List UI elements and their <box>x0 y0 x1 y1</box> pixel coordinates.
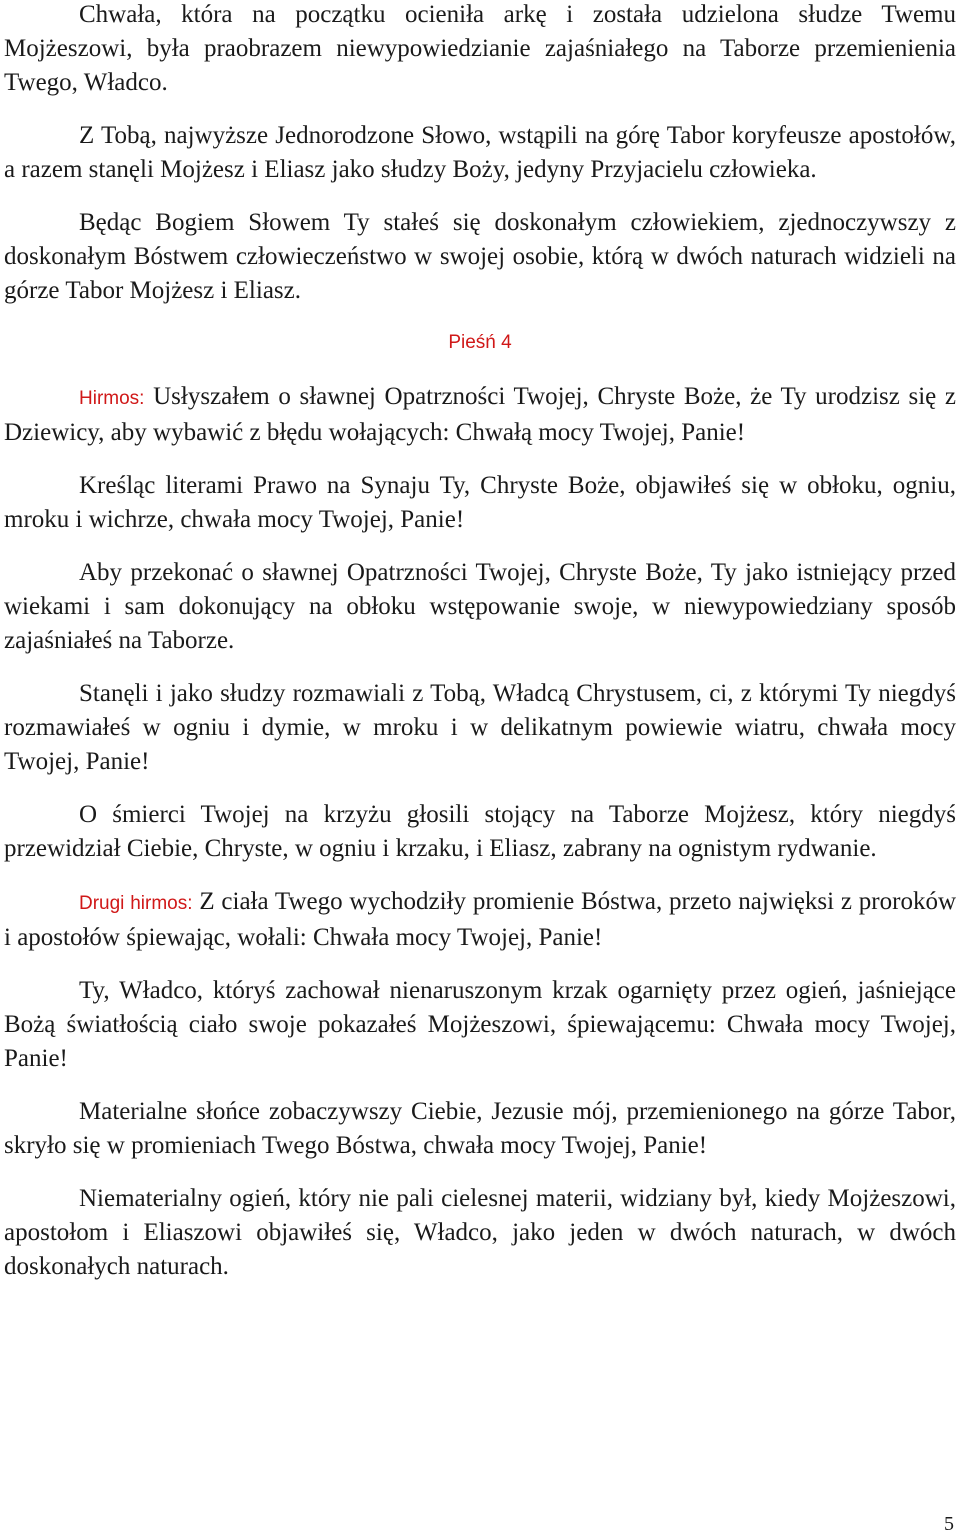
troparion-o-smierci: O śmierci Twojej na krzyżu głosili stojący na Taborze Mojżesz, który niegdyś przewidział Ciebie, Chryste, w ogniu i krzaku, i Eliasz, zabrany na ognistym rydwanie. <box>4 801 956 862</box>
hirmos-label: Hirmos: <box>79 388 145 409</box>
paragraph-z-toba: Z Tobą, najwyższe Jednorodzone Słowo, wstąpili na górę Tabor koryfeusze apostołów, a razem stanęli Mojżesz i Eliasz jako słudzy Boży, jedyny Przyjacielu człowieka. <box>4 122 956 183</box>
ode-heading: Pieśń 4 <box>448 332 512 353</box>
page-number: 5 <box>944 1513 954 1535</box>
troparion-krezlac: Kreśląc literami Prawo na Synaju Ty, Chryste Boże, objawiłeś się w obłoku, ogniu, mroku i wichrze, chwała mocy Twojej, Panie! <box>4 472 956 533</box>
second-hirmos-text: Z ciała Twego wychodziły promienie Bóstwa, przeto najwięksi z proroków i apostołów śpiewając, wołali: Chwała mocy Twojej, Panie! <box>4 888 956 951</box>
troparion-niematerialny-ogien: Niematerialny ogień, który nie pali cielesnej materii, widziany był, kiedy Mojżeszowi, apostołom i Eliaszowi objawiłeś się, Władco, jako jeden w dwóch naturach, w dwóch doskonałych naturach. <box>4 1185 956 1280</box>
paragraph-bedac-bogiem: Będąc Bogiem Słowem Ty stałeś się doskonałym człowiekiem, zjednoczywszy z doskonałym Bóstwem człowieczeństwo w swojej osobie, którą w dwóch naturach widzieli na górze Tabor Mojżesz i Eliasz. <box>4 209 956 304</box>
hirmos-text: Usłyszałem o sławnej Opatrzności Twojej, Chryste Boże, że Ty urodzisz się z Dziewicy, aby wybawić z błędu wołających: Chwałą mocy Twojej, Panie! <box>4 383 956 446</box>
troparion-materialne-slonce: Materialne słońce zobaczywszy Ciebie, Jezusie mój, przemienionego na górze Tabor, skryło się w promieniach Twego Bóstwa, chwała mocy Twojej, Panie! <box>4 1098 956 1159</box>
document-page <box>4 0 956 1284</box>
paragraph-chwala-arka: Chwała, która na początku ocieniła arkę i została udzielona słudze Twemu Mojżeszowi, była praobrazem niewypowiedzianie zajaśniałego na Taborze przemienienia Twego, Władco. <box>4 1 956 96</box>
troparion-ty-wladco: Ty, Władco, któryś zachował nienaruszonym krzak ogarnięty przez ogień, jaśniejące Bożą światłością ciało swoje pokazałeś Mojżeszowi, śpiewającemu: Chwała mocy Twojej, Panie! <box>4 977 956 1072</box>
troparion-staneli: Stanęli i jako słudzy rozmawiali z Tobą, Władcą Chrystusem, ci, z którymi Ty niegdyś rozmawiałeś w ogniu i dymie, w mroku i w delikatnym powiewie wiatru, chwała mocy Twojej, Panie! <box>4 680 956 775</box>
second-hirmos-label: Drugi hirmos: <box>79 893 193 914</box>
hirmos-paragraph <box>4 380 956 450</box>
second-hirmos-paragraph <box>4 885 956 955</box>
troparion-aby-przekonac: Aby przekonać o sławnej Opatrzności Twojej, Chryste Boże, Ty jako istniejący przed wiekami i sam dokonujący na obłoku wstępowanie swoje, w niewypowiedziany sposób zajaśniałeś na Taborze. <box>4 559 956 654</box>
